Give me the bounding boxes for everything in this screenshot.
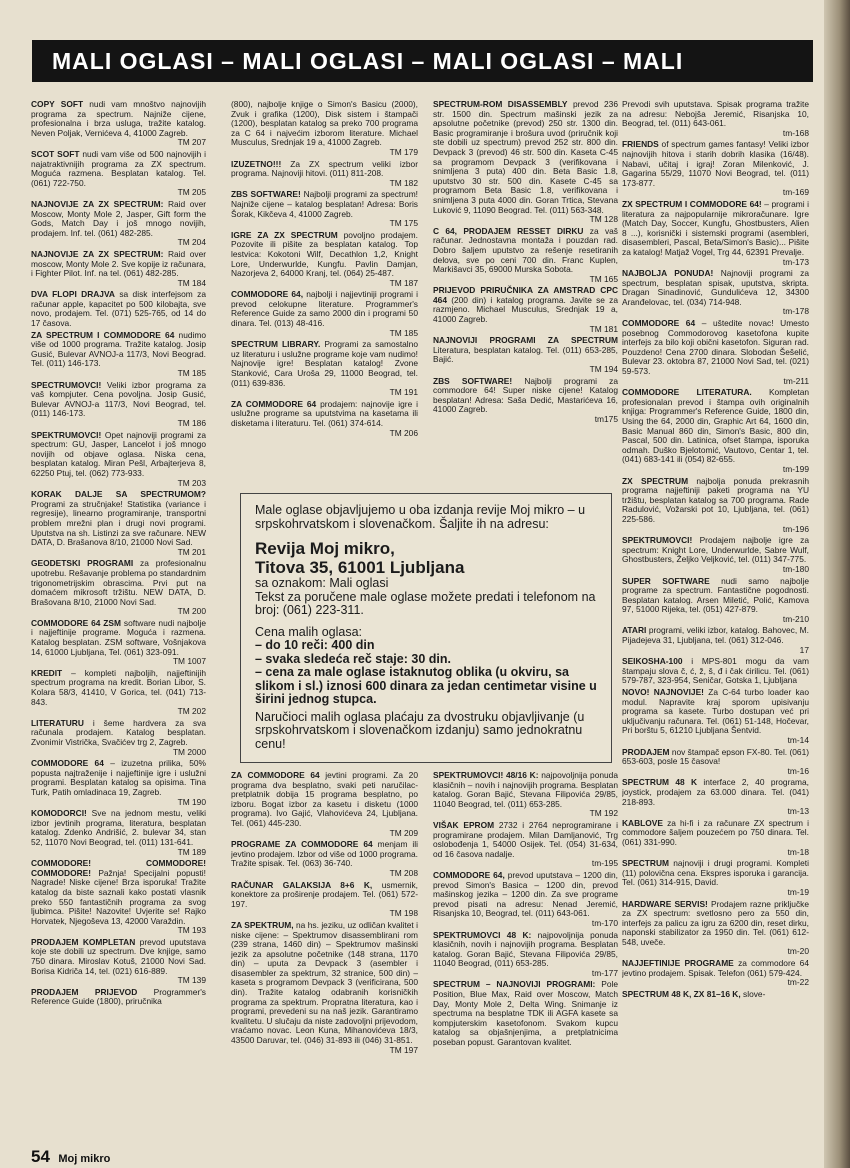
ad-code: TM 198 bbox=[389, 908, 418, 919]
ad-code: TM 202 bbox=[177, 706, 206, 717]
ad-code: TM 207 bbox=[177, 137, 206, 148]
classified-ad bbox=[433, 227, 618, 285]
classified-ad bbox=[31, 719, 206, 757]
ad-headline: SPECTRUM 48 K, ZX 81–16 K, bbox=[622, 988, 741, 999]
ad-text: nudimo više od 1000 programa. Tražite katalog. Josip Gusić, Bulevar AVNOJ-a 117/3, Novi Beograd. Tel. (011) 146-173. bbox=[31, 329, 206, 369]
classified-ad bbox=[231, 881, 418, 919]
ad-text: na hs. jeziku, uz odličan kvalitet i niske cijene: – Spektrumov disassemblirani rom (239 strana, 1460 din) – Spektrumov mašinski jezik za apsolutne početnike (148 strana, 1170 din) – uputa za Devpack 3 (asembler i disasembler za spektrum, 32 stranice, 500 din) – kaseta s programom Devpack 3 (verificirana, 500 din). Tražite katalog odabranih korisničkih programa za spektrum. Propratna literatura, kao i programi, prevedeni su na naš jezik. Garantiramo kvalitetu. U slučaju da niste zadovoljni prijevodom, vraćamo novac. Leon Kuna, Mihanovićeva 18/3, 43500 Daruvar, tel. (046) 31-893 ili (046) 31-851. bbox=[231, 919, 418, 1046]
ad-headline: NAJNOVIJE ZA ZX SPECTRUM: bbox=[31, 198, 164, 209]
classified-ad bbox=[433, 931, 618, 979]
info-address-line-2: Titova 35, 61001 Ljubljana bbox=[255, 558, 465, 577]
ad-headline: PRODAJEM PRIJEVOD bbox=[31, 986, 138, 997]
classified-ad bbox=[31, 290, 206, 328]
ad-headline: SUPER SOFTWARE bbox=[622, 575, 710, 586]
ad-headline: SPECTRUM-ROM DISASSEMBLY bbox=[433, 100, 568, 109]
info-intro: Male oglase objavljujemo u oba izdanja revije Moj mikro – u srpskohrvatskom i slovenačkom. Šaljite ih na adresu: bbox=[255, 503, 586, 531]
page-footer bbox=[31, 1147, 110, 1167]
ad-code: TM 128 bbox=[589, 214, 618, 225]
ad-code: TM 209 bbox=[389, 827, 418, 838]
ad-code: tm-14 bbox=[787, 735, 809, 745]
ad-text: Za C-64 turbo loader kao modul. Napravite kraj sporom upisivanju programa sa kasete. Turbo dostupan već pri uključivanju računara. Tel. (061) 51-148, Hočevar, Pri borštu 5, 61210 Ljubljana Šentvid. bbox=[622, 687, 809, 736]
ad-text: interface 2, 40 programa, joystick, prodajem za 63.000 dinara. Tel. (041) 218-893. bbox=[622, 777, 809, 807]
ad-headline: HARDWARE SERVIS! bbox=[622, 898, 708, 909]
classified-ad bbox=[31, 859, 206, 936]
ad-headline: COMMODORE! COMMODORE! COMMODORE! bbox=[31, 858, 206, 878]
ad-headline: KABLOVE bbox=[622, 817, 663, 828]
ad-code: TM 206 bbox=[389, 427, 418, 438]
classified-ad bbox=[31, 559, 206, 617]
classified-ad bbox=[433, 286, 618, 334]
ad-code: TM 201 bbox=[177, 546, 206, 557]
classified-ad bbox=[433, 377, 618, 425]
ad-code: tm-211 bbox=[783, 375, 809, 386]
classified-ad bbox=[622, 100, 809, 138]
classified-ad bbox=[622, 140, 809, 198]
ad-headline: ZA SPEKTRUM, bbox=[231, 919, 294, 930]
ad-headline: IZUZETNO!!! bbox=[231, 158, 282, 169]
ad-headline: COMMODORE 64, bbox=[433, 869, 505, 880]
ad-code: tm-170 bbox=[591, 917, 618, 928]
ad-code: tm-22 bbox=[787, 977, 809, 988]
ad-text: programi, veliki izbor, katalog. Bahovec, M. Pijadejeva 31, Ljubljana, tel. (061) 312-046. bbox=[622, 625, 809, 646]
ad-code: tm-177 bbox=[591, 967, 618, 978]
ad-text: – kompleti najboljih, najjeftinijih spectrum programa na kredit. Borian Libor, S. Kolara 58/3, 41410, V Gorica, tel. (041) 713-843. bbox=[31, 667, 206, 707]
ad-code: TM 181 bbox=[589, 323, 618, 334]
classified-ad bbox=[31, 100, 206, 148]
ad-text: za profesionalnu upotrebu. Rešavanje problema po standardnim trigonometrijskim obrascima. Prvi put na domaćem mikrosoft tržištu. NEW DATA, D. Brašovana 8/10, 21000 Novi Sad. bbox=[31, 558, 206, 607]
ad-code: TM 194 bbox=[589, 364, 618, 375]
ad-headline: ZX SPECTRUM bbox=[622, 475, 689, 486]
classified-ad bbox=[622, 959, 809, 988]
ad-text: slove- bbox=[743, 988, 766, 999]
classified-ad bbox=[31, 988, 206, 1007]
ad-code: TM 179 bbox=[389, 146, 418, 157]
ad-text: nudi vam mnoštvo najnovijih programa za spectrum. Najniže cijene, profesionalna i brza usluga, tražite katalog. Neven Poljak, Vernićeva 4, 41000 Zagreb. bbox=[31, 100, 206, 138]
ad-code: TM 165 bbox=[589, 273, 618, 284]
ad-headline: PRIJEVOD PRIRUČNIKA ZA AMSTRAD CPC 464 bbox=[433, 285, 618, 305]
classified-ad bbox=[231, 340, 418, 398]
ad-text: nudi samo najbolje programe za spectrum. Fantastične pogodnosti. Besplatan katalog. Arsen Miletić, Polić, Kamova 97, 51000 Rijeka, tel. (051) 427-879. bbox=[622, 575, 809, 615]
ad-code: tm-196 bbox=[782, 523, 809, 534]
ad-code: TM 197 bbox=[389, 1044, 418, 1055]
ad-code: tm-168 bbox=[782, 127, 809, 138]
ad-text: Prodajem najbolje igre za spectrum: Knight Lore, Underwurlde, Sabre Wulf, Ghostbusters, Željko Veljković, tel. (011) 347-775. bbox=[622, 535, 809, 565]
ad-text: Programmer's Reference Guide (1800), priručnika bbox=[31, 986, 206, 1007]
ad-text: Opet najnoviji programi za spectrum: GU, Jasper, Lancelot i još mnogo novijih od objave oglasa. Niska cena, besplatan katalog. Miran Pešl, Arbajterjeva 8, 62250 Ptuj, tel. (062) 773-933. bbox=[31, 429, 206, 478]
classified-ad bbox=[231, 921, 418, 1055]
ad-headline: SPEKTRUMOVCI! bbox=[31, 429, 102, 440]
ad-code: tm-19 bbox=[787, 886, 809, 897]
classified-ad bbox=[231, 771, 418, 838]
ad-code: TM 204 bbox=[177, 237, 206, 248]
page-edge bbox=[824, 0, 850, 1168]
classified-ad bbox=[433, 100, 618, 225]
classified-ad bbox=[622, 536, 809, 574]
ad-text: Kompletan profesionalan prevod i štampa ovih originalnih knjiga: Programmer's Reference Guide, 1800 din, Using the 64, 2000 din, Graphic Art 64, 1600 din, Basic Manual 860 din, Simon's Basic, 800 din, Pascal, 500 din. Latinica, ofset štampa, isporuka odmah. Duško Bjelotomić, Vautovo, Centar 1, tel. (041) 683-141 ili (054) 82-655. bbox=[622, 387, 809, 465]
ad-code: TM 191 bbox=[389, 387, 418, 398]
classified-ad bbox=[31, 938, 206, 986]
ad-headline: SPECTRUM bbox=[622, 858, 669, 869]
ad-code: TM 189 bbox=[177, 846, 206, 857]
ad-code: tm-20 bbox=[787, 946, 809, 957]
ad-text: Najnoviji programi za spectrum, besplatan spisak, uputstva, skripta. Dragan Sinadinović, Gundulićeva 12, 34300 Aranđelovac, tel. (034) 714-948. bbox=[622, 268, 809, 307]
ad-text: nov štampač epson FX-80. Tel. (061) 653-603, posle 15 časova! bbox=[622, 746, 809, 767]
ad-text: Najbolji programi za commodore 64! Super niske cijene! Katalog besplatan! Adresa: Saša Dedić, Mastarićeva 16, 41000 Zagreb. bbox=[433, 375, 618, 415]
ad-text: najpovoljnija ponuda klasičnih, novih i najnovijih programa. Besplatan katalog. Goran Bajić, Stevana Filipovića 29/85, 11040 Beograd, (011) 653-285. bbox=[433, 929, 618, 969]
advertising-info-box bbox=[240, 493, 612, 763]
classified-ad bbox=[31, 331, 206, 379]
ad-headline: LITERATURU bbox=[31, 717, 84, 728]
ad-text: prevod 236 str. 1500 din. Spectrum mašinski jezik za apsolutne početnike (prevod) 250 str. 1300 din. Basic programiranje i brošura uvod (priručnik koji ste dobili uz spectrum) prevod 252 str. 800 din. Devpack 3 (prevod) 46 str. 500 din. Kaseta C-45 sa programom Devpack 3 (verifikovana i snimljena 3 puta) 400 din. Beta Basic 1.8, uputstvo 30 str. 500 din. Kasete C-45 sa programom Beta Basic 1.8, verifikovana i snimljena 3 puta 4000 din. Goran Trtica, Stevana Luković 9, 11090 Beograd. Tel. (011) 563-348. bbox=[433, 100, 618, 215]
ad-text: (200 din) i katalog programa. Javite se za razmjeno. Michael Musculus, Srednjak 19 a, 41000 Zagreb. bbox=[433, 294, 618, 325]
ads-column-2-top bbox=[231, 100, 418, 445]
classified-ad bbox=[622, 626, 809, 655]
classified-ad bbox=[622, 778, 809, 816]
ad-code: TM 187 bbox=[389, 277, 418, 288]
ad-headline: GEODETSKI PROGRAMI bbox=[31, 558, 134, 569]
ad-text: najbolja ponuda prekrasnih programa najjeftiniji paketi programa na YU tržištu, besplatan katalog sa 700 programa. Rade Radulović, Vožarski pot 10, Ljubljana, tel. (061) 225-586. bbox=[622, 475, 809, 524]
ad-text: za vaš računar. Jednostavna montaža i pouzdan rad. Dobro šaljem uputstvo za rešenje resetiranih delova, sve po ceni 700 din. Franc Kuplen, Markišavci 35, 69000 Murska Sobota. bbox=[433, 225, 618, 275]
ad-headline: SPECTRUM – NAJNOVIJI PROGRAMI: bbox=[433, 979, 596, 990]
ad-headline: NAJNOVIJE ZA ZX SPECTRUM: bbox=[31, 248, 164, 259]
ad-code: TM 205 bbox=[177, 187, 206, 198]
ad-headline: DVA FLOPI DRAJVA bbox=[31, 289, 115, 300]
ad-code: TM 184 bbox=[177, 277, 206, 288]
ads-column-2-bottom bbox=[231, 771, 418, 1141]
ad-text: Literatura, besplatan katalog. Tel. (011) 653-285, Bajić. bbox=[433, 344, 618, 365]
classified-ad bbox=[622, 477, 809, 535]
classified-ad bbox=[433, 771, 618, 819]
ad-text: sa disk interfejsom za računar apple, kapacitet po 500 kilobajta, sve novo, prodajem. Tel. (071) 525-765, od 14 do 17 časova. bbox=[31, 289, 206, 329]
ad-headline: NAJJEFTINIJE PROGRAME bbox=[622, 958, 734, 969]
classified-ad bbox=[622, 388, 809, 474]
page-number: 54 bbox=[31, 1147, 50, 1166]
ad-text: Prodajem razne priključke za ZX spectrum: svetlosno pero za 550 din, interfejs za palicu za igru za 6200 din, reset dirku, naponski stabilizator za 1950 din. Tel. (061) 612-548, uveče. bbox=[622, 898, 809, 947]
ad-code: TM 192 bbox=[589, 808, 618, 819]
ad-code: TM 185 bbox=[389, 327, 418, 338]
classified-ad bbox=[31, 381, 206, 429]
ad-headline: COMMODORE 64 bbox=[31, 758, 104, 769]
ad-code: TM 186 bbox=[177, 418, 206, 428]
classified-ad bbox=[622, 577, 809, 625]
ad-text: 2732 i 2764 neprogramirane i programirane prodajem. Milan Damljanović, Trg oslobođenja 1, 54000 Osijek. Tel. (054) 31-634, od 16 časova nadalje. bbox=[433, 819, 618, 859]
ad-text: Veliki izbor programa za vaš kompjuter. Cena povoljna. Josip Gusić, Bulevar AVNOJ-a 117/3, Novi Beograd, tel. (011) 146-173. bbox=[31, 379, 206, 419]
ads-column-3-top bbox=[433, 100, 618, 462]
ad-text: prevod uputstava – 1200 din, prevod Simon's Basica – 1200 din, prevod mašinskog jezika – 1200 din. Za sve programe prevod pisati na adresu: Nenad Jeremić, Risanjska 10, Beograd, tel. (011) 643-061. bbox=[433, 869, 618, 919]
ad-text: Programi za stručnjake! Statistika (variance i regresije), linearno programiranje, transportni problem mrežni plan i drugi novi programi. Uputstva na sh. Listinzi za sve računare. NEW DATA, D. Brašanova 8/10, 21000 Novi Sad. bbox=[31, 498, 206, 548]
ad-headline: COPY SOFT bbox=[31, 100, 84, 109]
ad-text: prodajem: najnovije igre i uslužne programe sa uputstvima na kasetama ili disketama i literaturu. Tel. (061) 374-614. bbox=[231, 398, 418, 428]
ad-code: TM 185 bbox=[177, 368, 206, 379]
ad-headline: NOVO! NAJNOVIJE! bbox=[622, 687, 704, 698]
ad-text: i šeme hardvera za sva računala prodajem. Katalog besplatan. Zvonimir Vistrička, Svačićev trg 2, Zagreb. bbox=[31, 717, 206, 747]
ad-code: tm-210 bbox=[782, 613, 809, 624]
ad-code: TM 1007 bbox=[172, 656, 206, 667]
ad-text: Pole Position, Blue Max, Raid over Moscow, Match Day, Monty Mole 2, Delta Wing. Snimanje iz spectruma na besplatne TDK ili AGFA kasete sa kompjuterskim kasetofonom. Svakom kupcu katalog sa objašnjenjima, a pretplatnicima poseban popust. Garantovan kvalitet. bbox=[433, 979, 618, 1048]
ad-headline: FRIENDS bbox=[622, 139, 659, 150]
classified-ad bbox=[31, 150, 206, 198]
ad-text: Za ZX spectrum veliki izbor programa. Najnoviji hitovi. (011) 811-208. bbox=[231, 158, 418, 179]
ad-headline: VIŠAK EPROM bbox=[433, 819, 495, 830]
ad-headline: SPECTRUMOVCI! bbox=[31, 379, 102, 390]
ad-code: tm-13 bbox=[787, 806, 809, 817]
classified-ad bbox=[231, 100, 418, 158]
ad-headline: COMMODORE 64, bbox=[231, 289, 304, 300]
magazine-name: Moj mikro bbox=[58, 1153, 111, 1165]
ad-text: of spectrum games fantasy! Veliki izbor najnovijih hitova i starih dobrih klasika (16/48). Nabavi, učitaj i igraj! Zoran Milenković, J. Gagarina 55/29, 11070 Novi Beograd, tel. (011) 173-877. bbox=[622, 139, 809, 188]
ad-code: TM 175 bbox=[389, 218, 418, 229]
ad-text: menjam ili jevtino prodajem. Izbor od više od 1000 programa. Tražite spisak. Tel. (063) 36-740. bbox=[231, 839, 418, 869]
ad-code: TM 203 bbox=[177, 477, 206, 488]
info-price-title: Cena malih oglasa: bbox=[255, 624, 363, 639]
ads-column-1 bbox=[31, 100, 206, 1138]
ad-code: tm-169 bbox=[782, 187, 809, 198]
ad-headline: NAJNOVIJI PROGRAMI ZA SPECTRUM bbox=[433, 335, 618, 346]
classified-ad bbox=[231, 290, 418, 338]
ad-headline: SPECTRUM 48 K bbox=[622, 777, 698, 788]
ad-headline: KORAK DALJE SA SPECTRUMOM? bbox=[31, 489, 206, 500]
info-price-3: – cena za male oglase istaknutog oblika (u okviru, sa slikom i sl.) iznosi 600 dinara za jedan centimetar visine u širini jednog stupca. bbox=[255, 665, 597, 706]
ad-text: i MPS-801 mogu da vam štampaju slova č, ć, ž, š, đ i čak ćirilicu. Tel. (061) 579-787, 323-954, Seničar, Gotska 1, Ljubljana bbox=[622, 656, 809, 686]
ad-text: jevtini programi. Za 20 programa dva besplatno, svaki peti naručilac-pretplatnik dobija 15 programa besplatno, po izboru. Bogat izbor za kasetu i disketu (1000 programa). Ivo Gajić, Vlahovićeva 24, Ljubljana. Tel. (061) 445-230. bbox=[231, 771, 418, 828]
ad-headline: SEIKOSHA-100 bbox=[622, 656, 683, 667]
section-banner: MALI OGLASI – MALI OGLASI – MALI OGLASI – MALI bbox=[32, 40, 813, 82]
classified-ad bbox=[622, 269, 809, 317]
classified-ad bbox=[622, 319, 809, 386]
ad-headline: ZA COMMODORE 64 bbox=[231, 398, 317, 409]
classified-ad bbox=[31, 759, 206, 807]
ad-text: – uštedite novac! Umesto posebnog Commodorovog kasetofona kupite interfejs za bilo koji obični kasetofon. Siguran rad. Pouzdeno! Cena 2700 dinara. Slobodan Šešelić, Bulevar 23. oktobra 87, 21000 Novi Sad, tel. (021) 59-573. bbox=[622, 318, 809, 377]
ad-code: tm-18 bbox=[787, 846, 809, 857]
ad-headline: COMMODORE 64 ZSM bbox=[31, 617, 121, 628]
classified-ad bbox=[433, 980, 618, 1047]
ad-text: (800), najbolje knjige o Simon's Basicu (2000), Zvuk i grafika (1200), Disk sistem i štampači (1200), besplatan katalog sa preko 700 programa za C 64 i najvećim izborom literature. Michael Musculus, Srednjak 19 a, 41000 Zagreb. bbox=[231, 100, 418, 148]
ad-text: najbolji i najjevtiniji programi i prevod celokupne literature. Programmer's Reference Guide za samo 2000 din i programi 50 dinara. Tel. (013) 48-416. bbox=[231, 289, 418, 329]
ad-headline: ATARI bbox=[622, 625, 647, 636]
classified-ad bbox=[622, 748, 809, 777]
classified-ad bbox=[622, 990, 809, 1000]
ad-text: nudi vam više od 500 najnovijih i najatraktivnijih programa za ZX spectrum. Moguća razmena. Besplatan katalog. Tel. (061) 722-750. bbox=[31, 148, 206, 188]
ad-headline: ZX SPECTRUM I COMMODORE 64! bbox=[622, 198, 762, 209]
classified-ad bbox=[433, 871, 618, 929]
classified-ad bbox=[231, 160, 418, 189]
classified-ad bbox=[31, 431, 206, 489]
classified-ad bbox=[231, 231, 418, 289]
classified-ad bbox=[31, 619, 206, 667]
info-price-1: – do 10 reči: 400 din bbox=[255, 638, 375, 652]
info-note: Naručioci malih oglasa plaćaju za dvostruku objavljivanje (u srpskohrvatskom i slovenačkom izdanju) samo jednokratnu cenu! bbox=[255, 709, 585, 751]
ad-headline: COMMODORE 64 bbox=[622, 318, 696, 329]
classified-ad bbox=[231, 400, 418, 438]
ad-code: TM 190 bbox=[177, 796, 206, 807]
ad-code: TM 200 bbox=[177, 606, 206, 617]
info-address-line-1: Revija Moj mikro, bbox=[255, 539, 395, 558]
ad-headline: KREDIT bbox=[31, 667, 63, 678]
classified-ad bbox=[433, 336, 618, 374]
classified-ad bbox=[231, 190, 418, 228]
classified-ad bbox=[31, 669, 206, 717]
ad-headline: ZBS SOFTWARE! bbox=[231, 189, 301, 200]
ad-text: Pažnja! Specijalni popusti! Nagrade! Niske cijene! Brza isporuka! Tražite katalog da biste saznali kako postati vlasnik preko 550 fantastičnih programa za svog ljubimca. Pišite! Nazovite! Uvjerite se! Rajko Horvatek, Njegoševa 13, 42000 Varaždin. bbox=[31, 867, 206, 926]
ad-code: tm-16 bbox=[787, 765, 809, 776]
ad-headline: SPEKTRUMOVCI! 48/16 K: bbox=[433, 771, 539, 780]
ad-text: za commodore 64 jevtino prodajem. Spisak. Telefon (061) 579-424. bbox=[622, 958, 809, 978]
ad-code: TM 2000 bbox=[172, 746, 206, 757]
ad-text: prevod uputstava koje ste dobili uz spectrum. Dve knjige, samo 750 dinara. Miroslav Kotuš, 21000 Novi Sad. Borisa Kidriča 14, tel. (021) 616-889. bbox=[31, 936, 206, 976]
ads-column-4 bbox=[622, 100, 809, 1140]
classified-ad bbox=[622, 657, 809, 686]
info-phone: Tekst za poručene male oglase možete predati i telefonom na broj: (061) 223-311. bbox=[255, 589, 596, 617]
ad-text: povoljno prodajem. Pozovite ili pišite za besplatan katalog. Top lestvica: Kokotoni Wilf, Decathlon 1,2, Knight Lore, Underwurlde, Kungfu. Pavlin Damjan, Nazorjeva 2, 64000 Kranj, tel. (064) 25-487. bbox=[231, 229, 418, 279]
ad-headline: SPEKTRUMOVCI! bbox=[622, 535, 693, 546]
ad-code: tm-173 bbox=[782, 256, 809, 267]
ad-code: 17 bbox=[799, 644, 809, 655]
classified-ad bbox=[31, 250, 206, 288]
ad-headline: PROGRAME ZA COMMODORE 64 bbox=[231, 839, 373, 850]
ad-headline: NAJBOLJA PONUDA! bbox=[622, 268, 714, 279]
classified-ad bbox=[622, 688, 809, 746]
info-price-2: – svaka sledeća reč staje: 30 din. bbox=[255, 651, 451, 666]
ad-headline: ZA COMMODORE 64 bbox=[231, 771, 320, 780]
classified-ad bbox=[433, 821, 618, 869]
ad-code: tm-180 bbox=[782, 563, 809, 574]
ad-headline: COMMODORE LITERATURA. bbox=[622, 387, 752, 398]
ad-text: za hi-fi i za računare ZX spectrum i commodore šaljem pouzećem po 750 dinara. Tel. (061) 331-990. bbox=[622, 817, 809, 847]
info-prices bbox=[255, 626, 601, 707]
ad-text: – programi i literatura za najpopularnije mikroračunare. Igre (Match Day, Soccer, Kungfu, Ghostbusters, Alien 8 ...), korisnički i sistemski programi (asembleri, disasembleri, Pascal, Beta/Simon's Basic)... Pišite za katalog! Matjaž Vogel, Trg 44, 62391 Prevalje. bbox=[622, 198, 809, 257]
ad-headline: SPEKTRUMOVCI 48 K: bbox=[433, 929, 532, 940]
ad-code: tm-199 bbox=[782, 463, 809, 474]
ad-text: Najbolji programi za spectrum! Najniže cijene – katalog besplatan! Adresa: Boris Šorak, Kikčeva 4, 41000 Zagreb. bbox=[231, 189, 418, 219]
ad-text: najnoviji i drugi programi. Kompleti (11) polovična cena. Ekspres isporuka i garancija. Tel. (061) 314-915, David. bbox=[622, 858, 809, 888]
info-label: sa oznakom: Mali oglasi bbox=[255, 576, 389, 590]
ad-code: TM 193 bbox=[177, 925, 206, 936]
classified-ad bbox=[231, 840, 418, 878]
ad-text: najpovoljnija ponuda klasičnih – novih i najnovijih programa. Besplatan katalog. Goran Bajić, Stevana Filipovića 29/85, 11040 Beograd, tel. (011) 653-285. bbox=[433, 771, 618, 809]
classified-ad bbox=[31, 809, 206, 857]
ad-text: Prevodi svih uputstava. Spisak programa tražite na adresu: Nebojša Jeremić, Risanjska 10, Beograd, tel. (011) 643-061. bbox=[622, 100, 809, 129]
ad-headline: SCOT SOFT bbox=[31, 148, 80, 159]
ad-text: Programi za samostalno uz literaturu i uslužne programe koje vam nudimo! Najnovije igre! Besplatan katalog! Zvone Stanković, Cara Uroša 29, 11000 Beograd, tel. (011) 639-836. bbox=[231, 339, 418, 388]
ad-headline: KOMODORCI! bbox=[31, 808, 87, 819]
ad-text: usmernik, konektore za proširenje prodajem. Tel. (061) 572-197. bbox=[231, 879, 418, 909]
ad-headline: ZA SPECTRUM I COMMODORE 64 bbox=[31, 329, 175, 340]
ad-text: Raid over moscow, Monty Mole 2. Sve kopije iz računara, i Fighter Pilot. Inf. na tel. (061) 482-285. bbox=[31, 248, 206, 279]
classified-ad bbox=[622, 200, 809, 267]
classified-ad bbox=[622, 900, 809, 958]
ad-code: TM 208 bbox=[389, 867, 418, 878]
ad-code: TM 139 bbox=[177, 975, 206, 986]
ad-headline: PRODAJEM KOMPLETAN bbox=[31, 936, 136, 947]
classified-ad bbox=[31, 200, 206, 248]
ad-text: – izuzetna prilika, 50% popusta najtraženije i najjeftinije igre i uslužni programi. Besplatan katalog sa opisima. Tina Turk, Patih omladinaca 19, Zagreb. bbox=[31, 758, 206, 797]
ad-headline: IGRE ZA ZX SPECTRUM bbox=[231, 229, 338, 240]
ad-text: Raid over Moscow, Monty Mole 2, Jasper, Gift form the Gods, Match Day i još mnogo novijih, prodajem. Inf. tel. (061) 482-285. bbox=[31, 198, 206, 238]
ad-headline: SPECTRUM LIBRARY. bbox=[231, 339, 321, 350]
classified-ad bbox=[622, 819, 809, 857]
ad-headline: RAČUNAR GALAKSIJA 8+6 K, bbox=[231, 879, 373, 890]
ads-column-3-bottom bbox=[433, 771, 618, 1141]
ad-code: tm175 bbox=[594, 414, 618, 424]
ad-text: software nudi najbolje i najjeftinije programe. Moguća i razmena. Katalog besplatan. ZSM software, Vošnjakova 14, 61000 Ljubljana, Tel. (061) 323-091. bbox=[31, 617, 206, 657]
ad-headline: ZBS SOFTWARE! bbox=[433, 375, 513, 386]
ad-text: Sve na jednom mestu, veliki izbor jevtinih programa, literatura, besplatan katalog. Zdenko Andrišić, 2. bulevar 34, stan 52, 11070 Novi Beograd, tel. (011) 131-641. bbox=[31, 808, 206, 847]
classified-ad bbox=[622, 859, 809, 897]
ad-headline: C 64, PRODAJEM RESSET DIRKU bbox=[433, 225, 584, 236]
ad-code: tm-195 bbox=[591, 858, 618, 869]
ad-headline: PRODAJEM bbox=[622, 746, 670, 757]
ad-code: TM 182 bbox=[389, 177, 418, 188]
ad-code: tm-178 bbox=[782, 306, 809, 317]
classified-ad bbox=[31, 490, 206, 557]
